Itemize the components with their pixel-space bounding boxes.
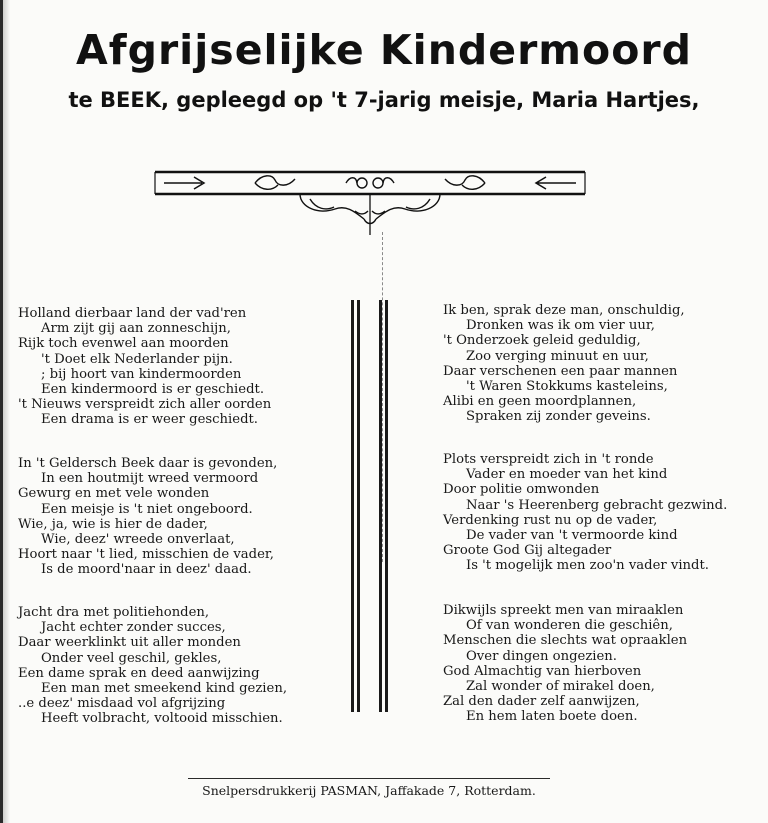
verse-line: Dikwijls spreekt men van miraaklen — [443, 603, 684, 618]
verse-line: Wie, ja, wie is hier de dader, — [18, 516, 208, 532]
stanza — [443, 452, 727, 574]
footer-rule — [188, 778, 550, 779]
verse-line: De vader van 't vermoorde kind — [466, 527, 678, 543]
verse-line: Onder veel geschil, gekles, — [41, 650, 222, 666]
poem-left-column — [18, 0, 338, 823]
verse-line: Gewurg en met vele wonden — [18, 486, 210, 502]
column-divider-line — [351, 300, 354, 712]
verse-line: Of van wonderen die geschiên, — [466, 618, 673, 634]
verse-line: Zal den dader zelf aanwijzen, — [443, 694, 640, 710]
verse-line: En hem laten boete doen. — [466, 709, 638, 725]
page-title: Afgrijselijke Kindermoord — [76, 26, 692, 74]
column-divider-line — [379, 300, 382, 712]
stanza — [18, 605, 287, 727]
verse-line: 't Nieuws verspreidt zich aller oorden — [18, 397, 272, 413]
verse-line: Naar 's Heerenberg gebracht gezwind. — [466, 497, 728, 513]
verse-line: Zoo verging minuut en uur, — [466, 348, 649, 364]
verse-line: 't Doet elk Nederlander pijn. — [41, 351, 233, 367]
stanza — [18, 456, 277, 578]
verse-line: Heeft volbracht, voltooid misschien. — [41, 711, 283, 727]
verse-line: Daar weerklinkt uit aller monden — [18, 635, 241, 651]
verse-line: Zal wonder of mirakel doen, — [466, 678, 655, 694]
verse-line: Wie, deez' wreede onverlaat, — [41, 531, 235, 547]
stanza — [18, 306, 271, 428]
verse-line: Is 't mogelijk men zoo'n vader vindt. — [466, 558, 709, 574]
stanza — [443, 303, 685, 425]
verse-line: Vader en moeder van het kind — [466, 467, 668, 483]
verse-line: Verdenking rust nu op de vader, — [443, 512, 658, 528]
verse-line: Een meisje is 't niet ongeboord. — [41, 501, 253, 517]
stanza — [443, 603, 687, 725]
verse-line: Holland dierbaar land der vad'ren — [18, 306, 247, 321]
verse-line: Is de moord'naar in deez' daad. — [41, 562, 252, 578]
page-edge — [0, 0, 10, 823]
verse-line: Hoort naar 't lied, misschien de vader, — [18, 547, 274, 563]
center-vertical-rule — [382, 232, 383, 562]
verse-line: In een houtmijt wreed vermoord — [41, 471, 259, 487]
verse-line: Over dingen ongezien. — [466, 648, 617, 664]
poem-right-column — [443, 0, 753, 823]
verse-line: Jacht dra met politiehonden, — [18, 605, 210, 620]
verse-line: God Almachtig van hierboven — [443, 663, 642, 679]
verse-line: In 't Geldersch Beek daar is gevonden, — [18, 456, 278, 471]
verse-line: Menschen die slechts wat opraaklen — [443, 633, 688, 649]
verse-line: Een drama is er weer geschiedt. — [41, 412, 259, 428]
verse-line: Spraken zij zonder geveins. — [466, 409, 651, 425]
verse-line: 't Onderzoek geleid geduldig, — [443, 333, 641, 349]
verse-line: Alibi en geen moordplannen, — [443, 394, 637, 410]
verse-line: Daar verschenen een paar mannen — [443, 363, 678, 379]
verse-line: Een kindermoord is er geschiedt. — [41, 381, 265, 397]
page-subtitle: te BEEK, gepleegd op 't 7-jarig meisje, Maria Hartjes, — [68, 88, 700, 112]
verse-line: Groote God Gij altegader — [443, 543, 612, 559]
verse-line: Door politie omwonden — [443, 482, 600, 498]
verse-line: Een man met smeekend kind gezien, — [41, 680, 288, 696]
verse-line: ..e deez' misdaad vol afgrijzing — [18, 696, 226, 712]
verse-line: Rijk toch evenwel aan moorden — [18, 336, 229, 352]
verse-line: ; bij hoort van kindermoorden — [41, 366, 242, 382]
verse-line: Ik ben, sprak deze man, onschuldig, — [443, 303, 685, 318]
verse-line: Arm zijt gij aan zonneschijn, — [41, 321, 231, 337]
verse-line: Plots verspreidt zich in 't ronde — [443, 452, 654, 467]
column-divider-line — [385, 300, 388, 712]
verse-line: Dronken was ik om vier uur, — [466, 318, 655, 334]
verse-line: Een dame sprak en deed aanwijzing — [18, 665, 260, 681]
printer-imprint: Snelpersdrukkerij PASMAN, Jaffakade 7, Rotterdam. — [202, 783, 536, 798]
verse-line: Jacht echter zonder succes, — [41, 620, 226, 636]
column-divider-line — [357, 300, 360, 712]
verse-line: 't Waren Stokkums kasteleins, — [466, 378, 668, 394]
